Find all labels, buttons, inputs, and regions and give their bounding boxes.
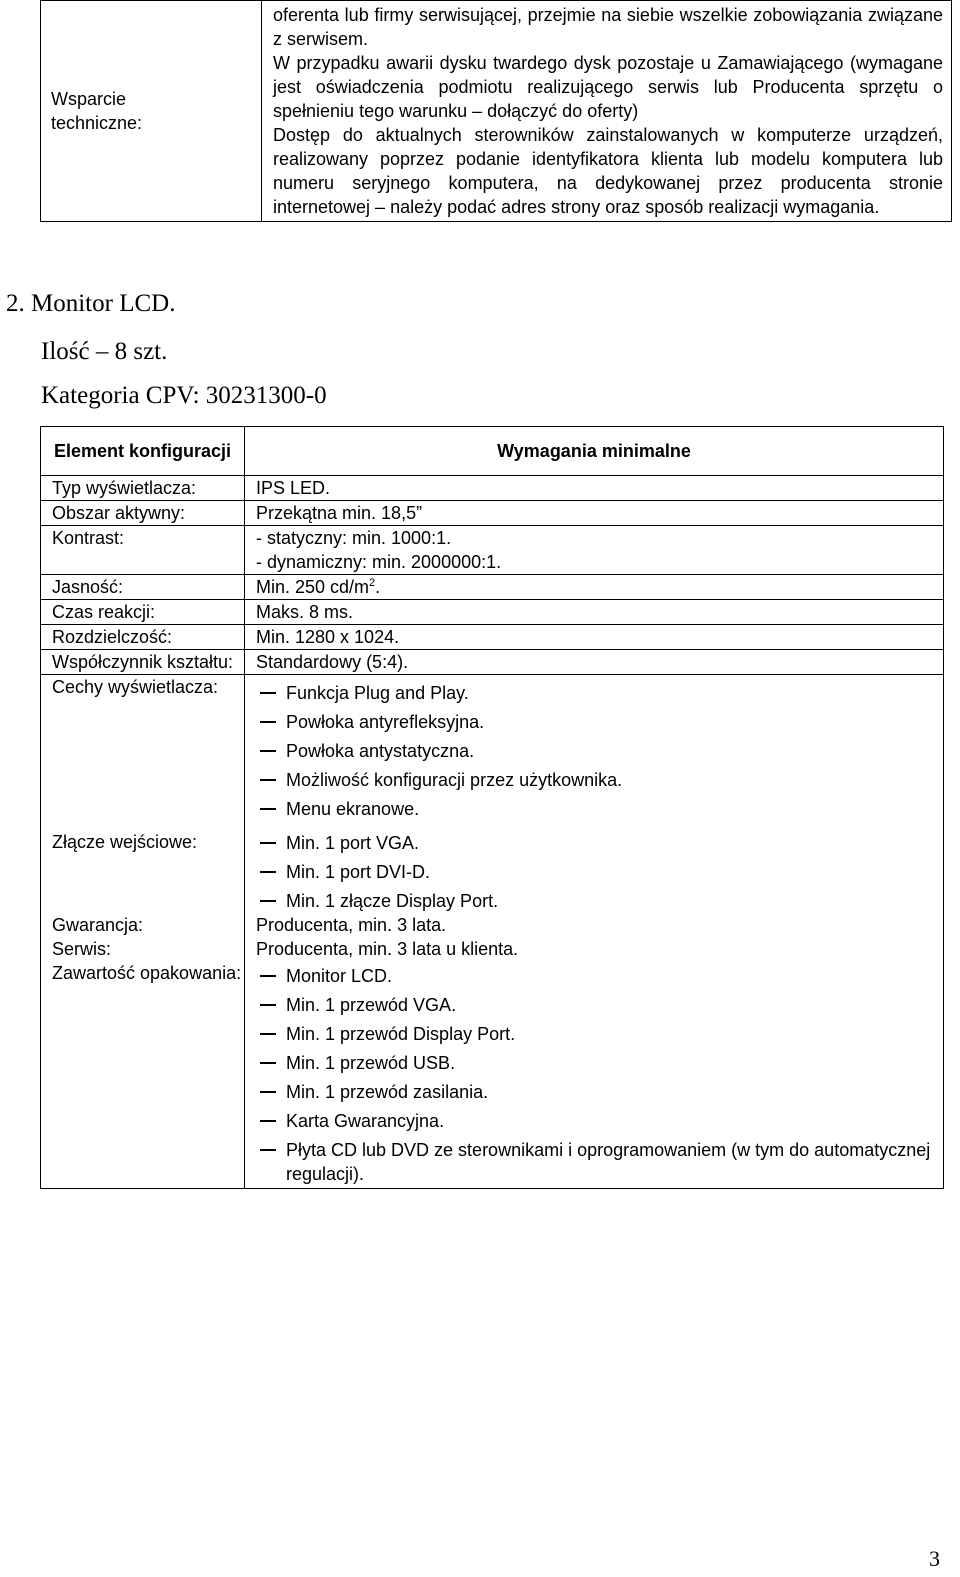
spec-row	[41, 825, 944, 913]
spec-row	[41, 600, 944, 625]
support-content-cell	[262, 1, 952, 222]
list-item: Powłoka antyrefleksyjna.	[256, 710, 943, 739]
spec-key: Obszar aktywny:	[41, 501, 245, 526]
cpv-line: Kategoria CPV: 30231300-0	[41, 382, 327, 409]
spec-row	[41, 625, 944, 650]
spec-row	[41, 501, 944, 526]
spec-key: Rozdzielczość:	[41, 625, 245, 650]
spec-key: Współczynnik kształtu:	[41, 650, 245, 675]
dash-bullet-icon	[260, 871, 276, 873]
spec-row	[41, 476, 944, 501]
spec-value	[245, 575, 944, 600]
support-label-line1: Wsparcie	[51, 89, 127, 109]
support-paragraph-2: W przypadku awarii dysku twardego dysk pozostaje u Zamawiającego (wymagane jest oświadczenia podmiotu realizującego serwis lub Producenta sprzętu o spełnieniu tego warunku – dołączyć do oferty)	[273, 53, 943, 121]
spec-value: Maks. 8 ms.	[245, 600, 944, 625]
spec-key: Typ wyświetlacza:	[41, 476, 245, 501]
brightness-suffix: .	[375, 577, 381, 597]
support-label-line2: techniczne:	[51, 113, 143, 133]
dash-bullet-icon	[260, 808, 276, 810]
spec-value: Standardowy (5:4).	[245, 650, 944, 675]
support-paragraph-1: oferenta lub firmy serwisującej, przejmie na siebie wszelkie zobowiązania związane z serwisem.	[273, 5, 943, 49]
list-item: Min. 1 złącze Display Port.	[256, 889, 943, 913]
spec-key: Złącze wejściowe:	[41, 825, 245, 913]
spec-row	[41, 961, 944, 1189]
spec-row	[41, 526, 944, 575]
spec-row	[41, 913, 944, 937]
spec-value	[245, 825, 944, 913]
spec-key: Kontrast:	[41, 526, 245, 575]
spec-value	[245, 526, 944, 575]
dash-bullet-icon	[260, 779, 276, 781]
section-title: 2. Monitor LCD.	[6, 290, 176, 317]
dash-bullet-icon	[260, 1004, 276, 1006]
list-item: Monitor LCD.	[256, 964, 943, 993]
spec-row	[41, 575, 944, 600]
spec-key: Zawartość opakowania:	[41, 961, 245, 1189]
spec-value: Producenta, min. 3 lata u klienta.	[245, 937, 944, 961]
quantity-line: Ilość – 8 szt.	[41, 338, 168, 365]
dash-bullet-icon	[260, 692, 276, 694]
header-element: Element konfiguracji	[41, 427, 245, 476]
spec-row	[41, 675, 944, 826]
dash-bullet-icon	[260, 975, 276, 977]
spec-value	[245, 961, 944, 1189]
brightness-value: Min. 250 cd/m	[256, 577, 370, 597]
spec-key: Czas reakcji:	[41, 600, 245, 625]
list-item: Min. 1 przewód Display Port.	[256, 1022, 943, 1051]
list-item: Funkcja Plug and Play.	[256, 681, 943, 710]
dash-bullet-icon	[260, 842, 276, 844]
support-paragraph-3: Dostęp do aktualnych sterowników zainstalowanych w komputerze urządzeń, realizowany poprzez podanie identyfikatora klienta lub modelu komputera lub numeru seryjnego komputera, na dedykowanej przez producenta stronie internetowej – należy podać adres strony oraz sposób realizacji wymagania.	[273, 125, 943, 217]
brightness-exponent: 2	[369, 577, 376, 589]
contrast-static: - statyczny: min. 1000:1.	[256, 528, 452, 548]
list-item: Min. 1 port VGA.	[256, 831, 943, 860]
support-label-cell	[41, 1, 262, 222]
spec-value: Min. 1280 x 1024.	[245, 625, 944, 650]
list-item: Min. 1 przewód zasilania.	[256, 1080, 943, 1109]
dash-bullet-icon	[260, 1062, 276, 1064]
spec-table	[40, 426, 944, 1189]
list-item: Menu ekranowe.	[256, 797, 943, 825]
list-item: Płyta CD lub DVD ze sterownikami i oprogramowaniem (w tym do automatycznej regulacji).	[256, 1138, 943, 1186]
spec-header-row	[41, 427, 944, 476]
header-requirements: Wymagania minimalne	[245, 427, 944, 476]
spec-value	[245, 675, 944, 826]
spec-key: Serwis:	[41, 937, 245, 961]
list-item: Powłoka antystatyczna.	[256, 739, 943, 768]
contrast-dynamic: - dynamiczny: min. 2000000:1.	[256, 552, 502, 572]
list-item: Min. 1 przewód USB.	[256, 1051, 943, 1080]
spec-value: Przekątna min. 18,5”	[245, 501, 944, 526]
dash-bullet-icon	[260, 721, 276, 723]
spec-value: IPS LED.	[245, 476, 944, 501]
list-item: Min. 1 przewód VGA.	[256, 993, 943, 1022]
page-number: 3	[929, 1546, 940, 1571]
list-item: Min. 1 port DVI-D.	[256, 860, 943, 889]
spec-value: Producenta, min. 3 lata.	[245, 913, 944, 937]
dash-bullet-icon	[260, 1033, 276, 1035]
dash-bullet-icon	[260, 1091, 276, 1093]
spec-row	[41, 650, 944, 675]
dash-bullet-icon	[260, 1120, 276, 1122]
spec-row	[41, 937, 944, 961]
list-item: Karta Gwarancyjna.	[256, 1109, 943, 1138]
spec-key: Jasność:	[41, 575, 245, 600]
spec-key: Cechy wyświetlacza:	[41, 675, 245, 826]
dash-bullet-icon	[260, 1149, 276, 1151]
list-item: Możliwość konfiguracji przez użytkownika.	[256, 768, 943, 797]
spec-key: Gwarancja:	[41, 913, 245, 937]
dash-bullet-icon	[260, 750, 276, 752]
dash-bullet-icon	[260, 900, 276, 902]
support-table	[40, 0, 952, 222]
